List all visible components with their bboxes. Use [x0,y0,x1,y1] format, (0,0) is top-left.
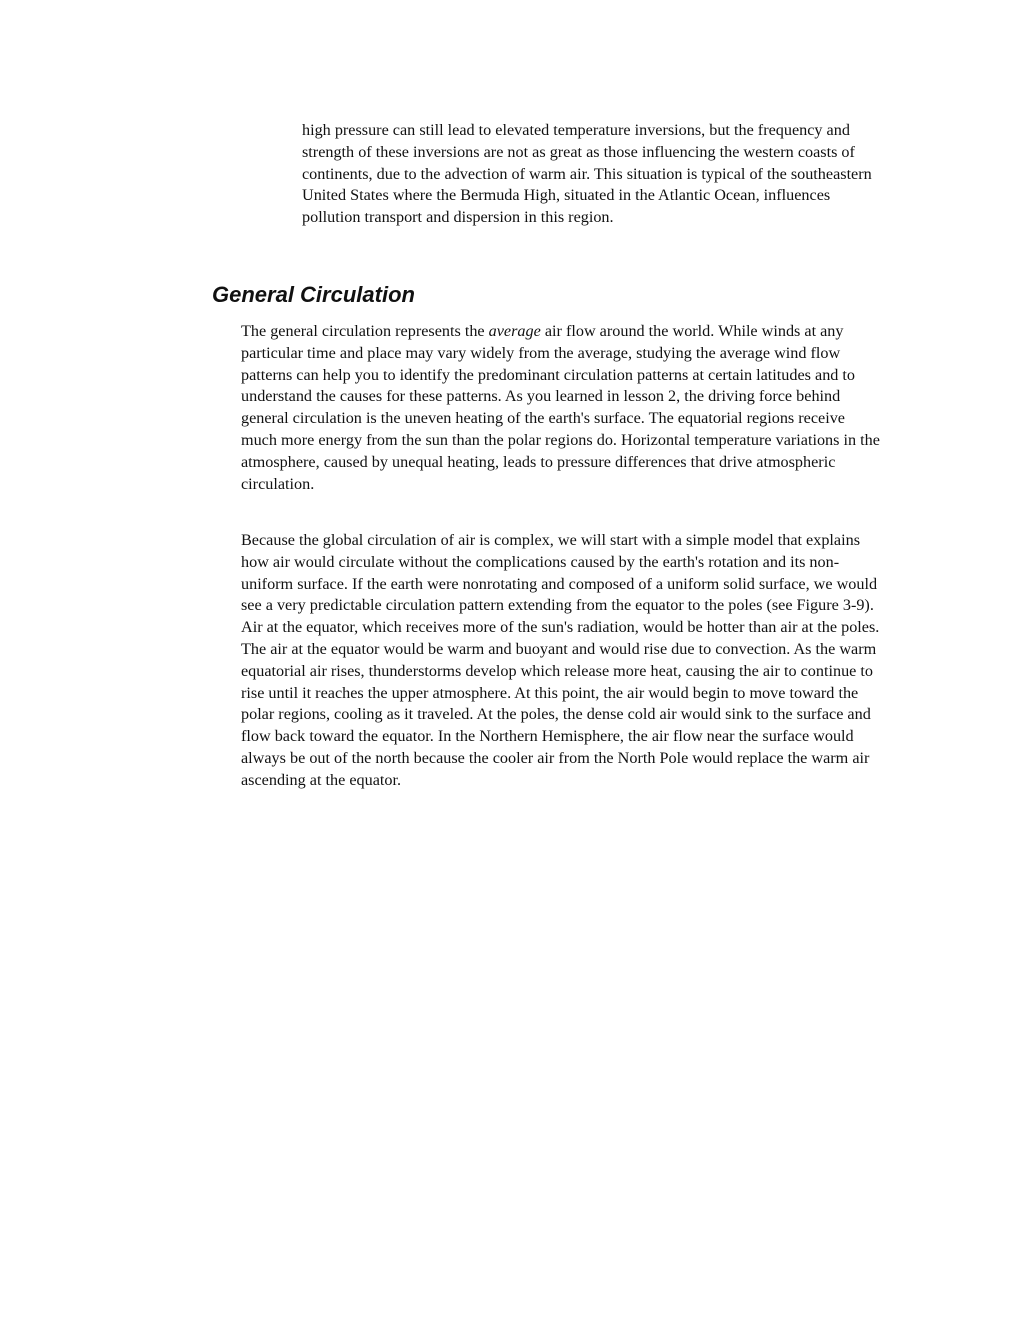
general-circulation-paragraph-2: Because the global circulation of air is complex, we will start with a simple model that explains how air would circulate without the complications caused by the earth's rotation and its non-uniform surface. If the earth were nonrotating and composed of a uniform solid surface, we would see a very predictable circulation pattern extending from the equator to the poles (see Figure 3-9). Air at the equator, which receives more of the sun's radiation, would be hotter than air at the poles. The air at the equator would be warm and buoyant and would rise due to convection. As the warm equatorial air rises, thunderstorms develop which release more heat, causing the air to continue to rise until it reaches the upper atmosphere. At this point, the air would begin to move toward the polar regions, cooling as it traveled. At the poles, the dense cold air would sink to the surface and flow back toward the equator. In the Northern Hemisphere, the air flow near the surface would always be out of the north because the cooler air from the North Pole would replace the warm air ascending at the equator. [241,531,880,789]
section-heading: General Circulation [212,282,415,307]
paragraph-1-text-end: air flow around the world. While winds at any particular time and place may vary widely from the average, studying the average wind flow patterns can help you to identify the predominant circulation patterns at certain latitudes and to understand the causes for these patterns. As you learned in lesson 2, the driving force behind general circulation is the uneven heating of the earth's surface. The equatorial regions receive much more energy from the sun than the polar regions do. Horizontal temperature variations in the atmosphere, caused by unequal heating, leads to pressure differences that drive atmospheric circulation. [241,322,880,493]
continuation-paragraph: high pressure can still lead to elevated temperature inversions, but the frequency and strength of these inversions are not as great as those influencing the western coasts of continents, due to the advection of warm air. This situation is typical of the southeastern United States where the Bermuda High, situated in the Atlantic Ocean, influences pollution transport and dispersion in this region. [302,121,872,227]
paragraph-1-text-start: The general circulation represents the [241,322,489,340]
paragraph-1-emphasis: average [488,322,541,340]
general-circulation-paragraph-1 [241,321,881,495]
